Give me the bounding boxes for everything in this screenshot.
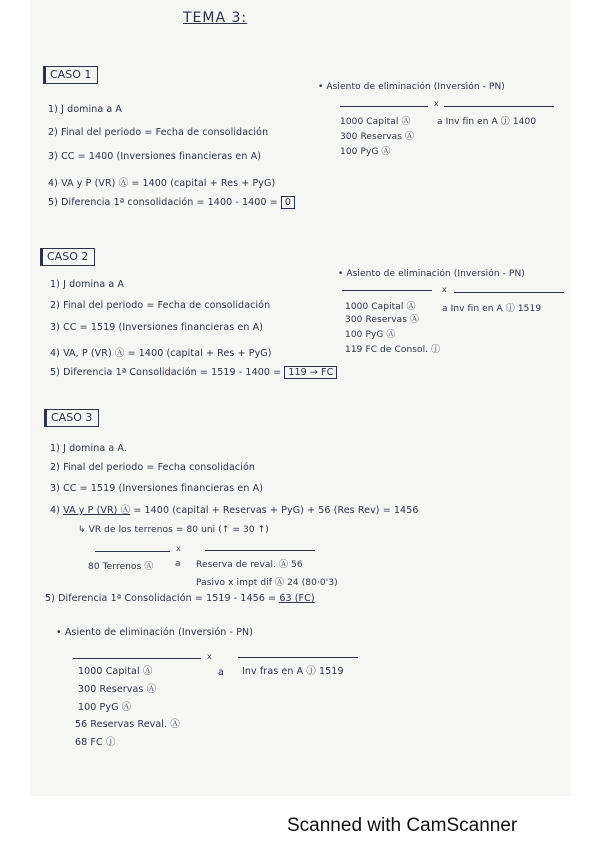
caso1-entry-debit-3: 100 PyG Ⓐ	[340, 147, 391, 157]
caso1-entry-credit: a Inv fin en A ⓙ 1400	[437, 117, 537, 127]
caso3-item-1: 1) J domina a A.	[50, 443, 127, 454]
caso2-entry-credit: a Inv fin en A ⓙ 1519	[442, 304, 542, 314]
caso3-adj-credit-1: Reserva de reval. Ⓐ 56	[196, 560, 303, 570]
caso2-entry-debit-2: 300 Reservas Ⓐ	[345, 315, 420, 325]
caso3-entry-x: x	[207, 652, 212, 661]
caso1-entry-x: x	[434, 99, 439, 108]
caso1-item-3: 3) CC = 1400 (Inversiones financieras en A)	[48, 151, 262, 162]
caso3-adj-line-left	[95, 551, 170, 552]
caso3-adj-line-right	[205, 550, 315, 551]
caso1-item-1: 1) J domina a A	[48, 104, 123, 115]
caso3-entry-credit: Inv fras en A ⓙ 1519	[242, 666, 344, 677]
caso3-entry-debit-2: 300 Reservas Ⓐ	[78, 684, 157, 695]
caso2-entry-debit-1: 1000 Capital Ⓐ	[345, 302, 416, 312]
caso2-entry-debit-4: 119 FC de Consol. ⓙ	[345, 345, 441, 355]
caso1-entry-title: • Asiento de eliminación (Inversión - PN)	[318, 82, 505, 92]
caso3-item-5-result: 63 (FC)	[279, 593, 315, 604]
caso2-item-1: 1) J domina a A	[50, 279, 125, 290]
caso3-adj-a: a	[175, 559, 181, 569]
caso3-entry-line-right	[238, 657, 358, 658]
caso2-item-5-text: 5) Diferencia 1ª Consolidación = 1519 - 1400 =	[50, 367, 282, 378]
caso3-entry-line-left	[73, 658, 201, 659]
caso2-entry-title: • Asiento de eliminación (Inversión - PN)	[338, 269, 525, 279]
caso3-item-4-prefix: 4)	[50, 505, 60, 516]
caso3-entry-debit-3: 100 PyG Ⓐ	[78, 702, 132, 713]
caso3-item-5-text: 5) Diferencia 1ª Consolidación = 1519 - 1456 =	[45, 593, 277, 604]
caso2-entry-x: x	[442, 285, 447, 294]
caso1-item-5	[48, 197, 295, 208]
caso1-entry-line-left	[340, 106, 428, 107]
caso3-vr-note: ↳ VR de los terrenos = 80 uni (↑ = 30 ↑)	[78, 525, 269, 535]
caso2-entry-line-right	[454, 292, 564, 293]
caso3-adj-debit: 80 Terrenos Ⓐ	[88, 562, 154, 572]
caso1-item-5-text: 5) Diferencia 1ª consolidación = 1400 - 1400 =	[48, 197, 278, 208]
caso3-entry-debit-4: 56 Reservas Reval. Ⓐ	[75, 719, 180, 730]
caso3-item-4	[50, 502, 418, 516]
caso3-item-4-rest: = 1400 (capital + Reservas + PyG) + 56 (Res Rev) = 1456	[133, 505, 419, 516]
caso3-item-4-label: VA y P (VR) Ⓐ	[63, 505, 131, 516]
caso3-adj-credit-2: Pasivo x impt dif Ⓐ 24 (80·0'3)	[196, 578, 338, 588]
caso3-item-2: 2) Final del periodo = Fecha consolidación	[50, 462, 256, 473]
caso1-entry-line-right	[444, 106, 554, 107]
caso2-entry-line-left	[342, 290, 432, 291]
caso2-entry-debit-3: 100 PyG Ⓐ	[345, 330, 396, 340]
caso3-heading: CASO 3	[44, 409, 99, 427]
caso3-entry-debit-1: 1000 Capital Ⓐ	[78, 666, 153, 677]
caso1-item-4: 4) VA y P (VR) Ⓐ = 1400 (capital + Res + PyG)	[48, 178, 276, 189]
caso2-result: 119 → FC	[284, 366, 337, 379]
caso3-entry-debit-5: 68 FC ⓙ	[75, 737, 116, 748]
caso1-entry-debit-1: 1000 Capital Ⓐ	[340, 117, 411, 127]
caso3-entry-a: a	[218, 667, 224, 678]
caso1-item-2: 2) Final del periodo = Fecha de consolidación	[48, 127, 269, 138]
caso2-item-2: 2) Final del periodo = Fecha de consolidación	[50, 300, 271, 311]
caso1-result: 0	[281, 196, 295, 209]
caso3-adj-x: x	[176, 544, 181, 553]
caso2-item-3: 3) CC = 1519 (Inversiones financieras en A)	[50, 322, 264, 333]
caso2-heading: CASO 2	[40, 248, 95, 266]
caso3-item-5	[45, 593, 315, 604]
caso1-heading: CASO 1	[43, 66, 98, 84]
caso3-entry-title: • Asiento de eliminación (Inversión - PN)	[56, 627, 254, 638]
caso2-item-5	[50, 367, 337, 378]
caso2-item-4: 4) VA, P (VR) Ⓐ = 1400 (capital + Res + PyG)	[50, 348, 272, 359]
camscanner-footer: Scanned with CamScanner	[287, 815, 518, 836]
caso3-item-3: 3) CC = 1519 (Inversiones financieras en A)	[50, 483, 264, 494]
page-title: TEMA 3:	[183, 10, 248, 26]
caso1-entry-debit-2: 300 Reservas Ⓐ	[340, 132, 415, 142]
